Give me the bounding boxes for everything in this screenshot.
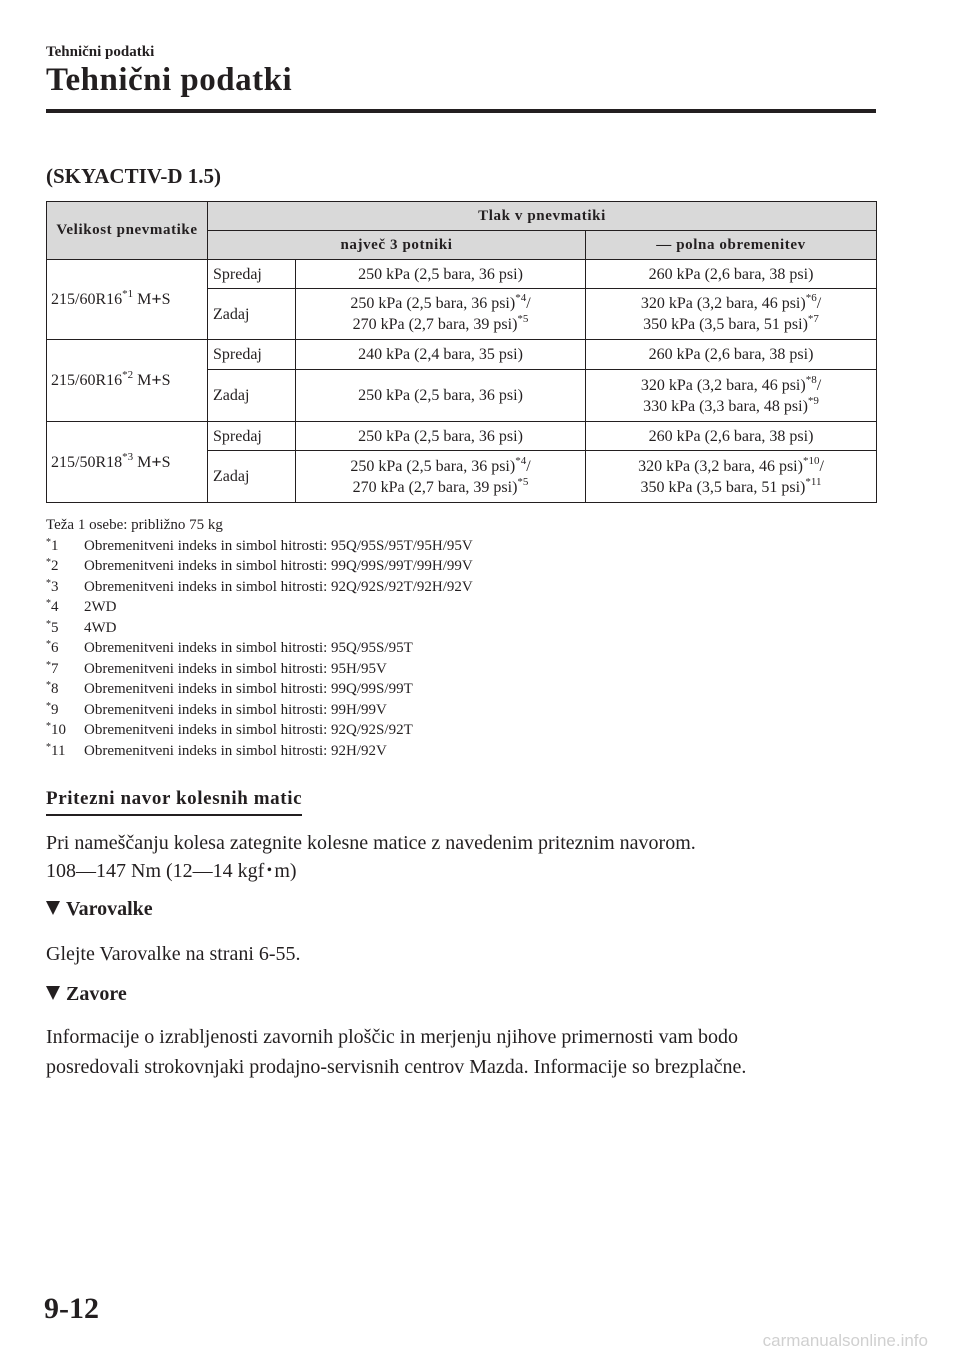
header-full-load: — polna obremenitev [586,231,877,260]
footnote-item: *1 Obremenitveni indeks in simbol hitrosti: 95Q/95S/95T/95H/95V [46,536,473,554]
footnote-item: *2 Obremenitveni indeks in simbol hitrosti: 99Q/99S/99T/99H/99V [46,557,473,574]
triangle-down-icon [46,901,60,915]
pressure-cell: 240 kPa (2,4 bara, 35 psi) [296,340,586,370]
pressure-cell: 250 kPa (2,5 bara, 36 psi) [296,422,586,451]
brakes-heading: Zavore [46,983,127,1006]
brakes-text: Informacije o izrabljenosti zavornih ploščic in merjenju njihove primernosti vam bodo [46,1026,739,1048]
footnote-item: *3 Obremenitveni indeks in simbol hitrosti: 92Q/92S/92T/92H/92V [46,577,473,595]
tire-size-cell: 215/60R16$^{*2}$ M+S [47,340,208,422]
watermark: carmanualsonline.info [762,1331,928,1350]
footnote-item: *5 4WD [46,618,117,636]
pressure-cell: 260 kPa (2,6 bara, 38 psi) [586,260,877,289]
position-front: Spredaj [208,260,296,289]
pressure-cell: 250 kPa (2,5 bara, 36 psi) [296,370,586,422]
triangle-down-icon [46,986,60,1000]
pressure-cell: 260 kPa (2,6 bara, 38 psi) [586,422,877,451]
pressure-cell: 250 kPa (2,5 bara, 36 psi)$^{*4}$/ 270 kPa (2,7 bara, 39 psi)$^{*5}$ [296,289,586,340]
title-rule [46,109,876,113]
footnote-item: *9 Obremenitveni indeks in simbol hitrosti: 99H/99V [46,700,387,718]
header-tire-pressure: Tlak v pnevmatiki [208,202,877,231]
fuses-text: Glejte Varovalke na strani 6-55. [46,943,301,965]
brakes-text: posredovali strokovnjaki prodajno-servisnih centrov Mazda. Informacije so brezplačne. [46,1056,747,1078]
fuses-heading: Varovalke [46,898,153,921]
table-row [47,422,877,451]
pressure-cell: 320 kPa (3,2 bara, 46 psi)$^{*8}$/ 330 kPa (3,3 bara, 48 psi)$^{*9}$ [586,370,877,422]
tire-pressure-table [46,201,877,503]
pressure-cell: 320 kPa (3,2 bara, 46 psi)$^{*10}$/ 350 kPa (3,5 bara, 51 psi)$^{*11}$ [586,451,877,503]
position-rear: Zadaj [208,289,296,340]
pressure-cell: 320 kPa (3,2 bara, 46 psi)$^{*6}$/ 350 kPa (3,5 bara, 51 psi)$^{*7}$ [586,289,877,340]
position-rear: Zadaj [208,370,296,422]
header-max-3-passengers: največ 3 potniki [208,231,586,260]
pressure-cell: 250 kPa (2,5 bara, 36 psi) [296,260,586,289]
position-front: Spredaj [208,422,296,451]
tire-size-cell: 215/60R16$^{*1}$ M+S [47,260,208,340]
tire-size-cell: 215/50R18$^{*3}$ M+S [47,422,208,503]
torque-heading: Pritezni navor kolesnih matic [46,788,302,816]
footnote-item: *10 Obremenitveni indeks in simbol hitrosti: 92Q/92S/92T [46,721,413,738]
footnotes [46,515,473,761]
footnote-item: *8 Obremenitveni indeks in simbol hitrosti: 99Q/99S/99T [46,680,413,697]
torque-value: 108―147 Nm (12―14 kgf･m) [46,860,297,882]
page-title: Tehnični podatki [46,62,293,98]
page-number: 9-12 [44,1292,99,1325]
table-row [47,260,877,289]
position-front: Spredaj [208,340,296,370]
torque-text: Pri nameščanju kolesa zategnite kolesne matice z navedenim priteznim navorom. [46,832,696,854]
header-tire-size: Velikost pnevmatike [47,202,208,260]
footnote-item: *6 Obremenitveni indeks in simbol hitrosti: 95Q/95S/95T [46,639,413,656]
table-header-row [47,202,877,231]
section-title: (SKYACTIV-D 1.5) [46,164,222,188]
footnote-item: *4 2WD [46,598,117,615]
table-row [47,340,877,370]
footnote-item: *7 Obremenitveni indeks in simbol hitrosti: 95H/95V [46,659,387,677]
running-head: Tehnični podatki [46,44,155,60]
pressure-cell: 250 kPa (2,5 bara, 36 psi)$^{*4}$/ 270 kPa (2,7 bara, 39 psi)$^{*5}$ [296,451,586,503]
footnote-item: *11 Obremenitveni indeks in simbol hitrosti: 92H/92V [46,741,387,759]
position-rear: Zadaj [208,451,296,503]
pressure-cell: 260 kPa (2,6 bara, 38 psi) [586,340,877,370]
weight-note: Teža 1 osebe: približno 75 kg [46,517,223,533]
